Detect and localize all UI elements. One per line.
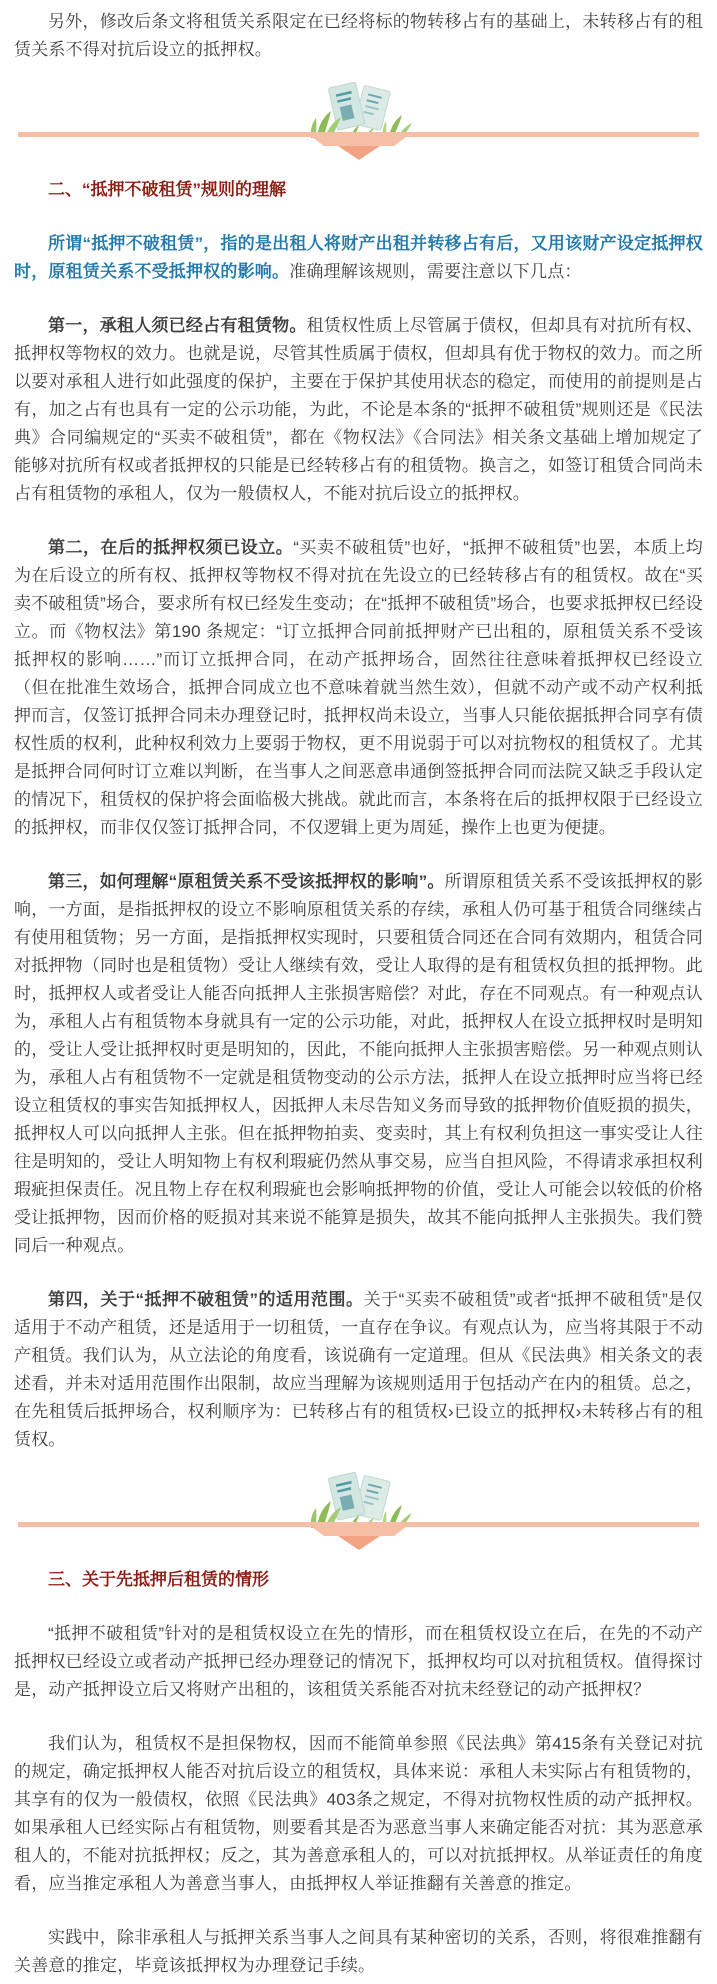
point-paragraph-3	[14, 868, 703, 1260]
section-divider	[14, 1480, 703, 1540]
point-3-lead: 第三，如何理解“原租赁关系不受该抵押权的影响”。	[48, 872, 445, 891]
section-divider	[14, 90, 703, 150]
point-paragraph-4	[14, 1286, 703, 1454]
divider-arrow-icon	[338, 1536, 380, 1550]
divider-trapezoid	[312, 1527, 406, 1536]
rule-definition-paragraph	[14, 230, 703, 286]
section-heading-2: 二、“抵押不破租赁”规则的理解	[48, 180, 286, 199]
section3-paragraph-1: “抵押不破租赁”针对的是租赁权设立在先的情形，而在租赁权设立在后，在先的不动产抵押权已经设立或者动产抵押已经办理登记的情况下，抵押权均可以对抗租赁权。值得探讨是，动产抵押设立后又将财产出租的，该租赁关系能否对抗未经登记的动产抵押权？	[14, 1624, 703, 1699]
section-heading-3: 三、关于先抵押后租赁的情形	[48, 1570, 269, 1589]
divider-arrow-icon	[338, 146, 380, 160]
divider-trapezoid	[312, 137, 406, 146]
intro-paragraph: 另外，修改后条文将租赁关系限定在已经将标的物转移占有的基础上，未转移占有的租赁关系不得对抗后设立的抵押权。	[14, 12, 703, 59]
rule-definition-highlight: 所谓“抵押不破租赁”，指的是出租人将财产出租并转移占有后，又用该财产设定抵押权时，原租赁关系不受抵押权的影响。	[14, 234, 703, 281]
point-2-text: “买卖不破租赁”也好，“抵押不破租赁”也罢，本质上均为在后设立的所有权、抵押权等物权不得对抗在先设立的已经转移占有的租赁权。故在“买卖不破租赁”场合，要求所有权已经发生变动；在“抵押不破租赁”场合，也要求抵押权已经设立。而《物权法》第190 条规定：“订立抵押合同前抵押财产已出租的，原租赁关系不受该抵押权的影响……”而订立抵押合同，在动产抵押场合，固然往往意味着抵押权已经设立（但在批准生效场合，抵押合同成立也不意味着就当然生效），但就不动产或不动产权利抵押而言，仅签订抵押合同未办理登记时，抵押权尚未设立，当事人只能依据抵押合同享有债权性质的权利，此种权利效力上要弱于物权，更不用说弱于可以对抗物权的租赁权了。尤其是抵押合同何时订立难以判断，在当事人之间恶意串通倒签抵押合同而法院又缺乏手段认定的情况下，租赁权的保护将会面临极大挑战。就此而言，本条将在后的抵押权限于已经设立的抵押权，而非仅仅签订抵押合同，不仅逻辑上更为周延，操作上也更为便捷。	[14, 538, 703, 837]
section3-paragraph-2: 我们认为，租赁权不是担保物权，因而不能简单参照《民法典》第415条有关登记对抗的规定，确定抵押权人能否对抗后设立的租赁权，具体来说：承租人未实际占有租赁物的，其享有的仅为一般债权，依照《民法典》403条之规定，不得对抗物权性质的动产抵押权。如果承租人已经实际占有租赁物，则要看其是否为恶意当事人来确定能否对抗：其为恶意承租人的，不能对抗抵押权；反之，其为善意承租人的，可以对抗抵押权。从举证责任的角度看，应当推定承租人为善意当事人，由抵押权人举证推翻有关善意的推定。	[14, 1734, 703, 1893]
point-4-lead: 第四，关于“抵押不破租赁”的适用范围。	[48, 1290, 364, 1309]
point-paragraph-1	[14, 312, 703, 508]
point-paragraph-2	[14, 534, 703, 842]
section3-paragraph-3: 实践中，除非承租人与抵押关系当事人之间具有某种密切的关系，否则，将很难推翻有关善意的推定，毕竟该抵押权为办理登记手续。	[14, 1928, 703, 1975]
point-1-lead: 第一，承租人须已经占有租赁物。	[48, 316, 307, 335]
point-2-lead: 第二，在后的抵押权须已设立。	[48, 538, 294, 557]
point-4-text: 关于“买卖不破租赁”或者“抵押不破租赁”是仅适用于不动产租赁，还是适用于一切租赁，一直存在争议。有观点认为，应当将其限于不动产租赁。我们认为，从立法论的角度看，该说确有一定道理。但从《民法典》相关条文的表述看，并未对适用范围作出限制，故应当理解为该规则适用于包括动产在内的租赁。总之，在先租赁后抵押场合，权利顺序为：已转移占有的租赁权›已设立的抵押权›未转移占有的租赁权。	[14, 1290, 703, 1449]
point-1-text: 租赁权性质上尽管属于债权，但却具有对抗所有权、抵押权等物权的效力。也就是说，尽管其性质属于债权，但却具有优于物权的效力。而之所以要对承租人进行如此强度的保护，主要在于保护其使用状态的稳定，而使用的前提则是占有，加之占有也具有一定的公示功能，为此，不论是本条的“抵押不破租赁”规则还是《民法典》合同编规定的“买卖不破租赁”，都在《物权法》《合同法》相关条文基础上增加规定了能够对抗所有权或者抵押权的只能是已经转移占有的租赁物。换言之，如签订租赁合同尚未占有租赁物的承租人，仅为一般债权人，不能对抗后设立的抵押权。	[14, 316, 704, 503]
rule-definition-rest: 准确理解该规则，需要注意以下几点：	[289, 262, 582, 281]
point-3-text: 所谓原租赁关系不受该抵押权的影响，一方面，是指抵押权的设立不影响原租赁关系的存续，承租人仍可基于租赁合同继续占有使用租赁物；另一方面，是指抵押权实现时，只要租赁合同还在合同有效期内，租赁合同对抵押物（同时也是租赁物）受让人继续有效，受让人取得的是有租赁权负担的抵押物。此时，抵押权人或者受让人能否向抵押人主张损害赔偿？对此，存在不同观点。有一种观点认为，承租人占有租赁物本身就具有一定的公示功能，对此，抵押权人在设立抵押权时是明知的，受让人受让抵押权时更是明知的，因此，不能向抵押人主张损害赔偿。另一种观点则认为，承租人占有租赁物不一定就是租赁物变动的公示方法，抵押人在设立抵押时应当将已经设立租赁权的事实告知抵押权人，因抵押人未尽告知义务而导致的抵押物价值贬损的损失，抵押权人可以向抵押人主张。但在抵押物拍卖、变卖时，其上有权利负担这一事实受让人往往是明知的，受让人明知物上有权利瑕疵仍然从事交易，应当自担风险，不得请求承担权利瑕疵担保责任。况且物上存在权利瑕疵也会影响抵押物的价值，受让人可能会以较低的价格受让抵押物，因而价格的贬损对其来说不能算是损失，故其不能向抵押人主张损失。我们赞同后一种观点。	[14, 872, 703, 1255]
